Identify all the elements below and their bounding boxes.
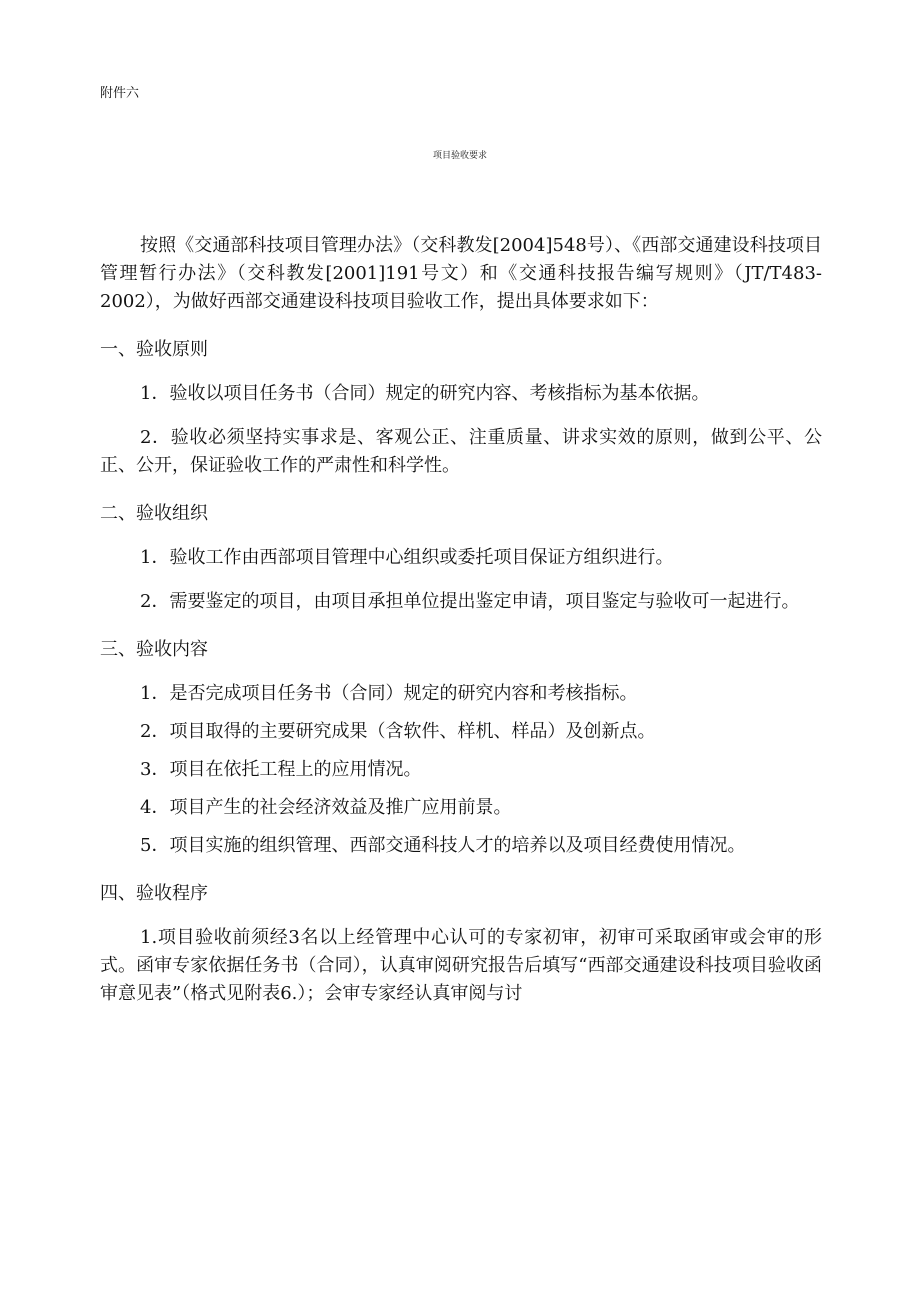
attachment-label: 附件六: [100, 86, 140, 101]
section-heading: 四、验收程序: [100, 883, 208, 904]
section-heading: 二、验收组织: [100, 503, 208, 524]
section-heading: 三、验收内容: [100, 639, 208, 660]
list-item: 1.项目验收前须经3名以上经管理中心认可的专家初审，初审可采取函审或会审的形式。函审专家依据任务书（合同），认真审阅研究报告后填写“西部交通建设科技项目验收函审意见表”（格式见附表6.）；会审专家经认真审阅与讨: [100, 927, 822, 1004]
list-item: 1．验收工作由西部项目管理中心组织或委托项目保证方组织进行。: [140, 547, 674, 568]
list-item: 5．项目实施的组织管理、西部交通科技人才的培养以及项目经费使用情况。: [140, 835, 746, 856]
list-item: 1．是否完成项目任务书（合同）规定的研究内容和考核指标。: [140, 683, 638, 704]
list-item: 1．验收以项目任务书（合同）规定的研究内容、考核指标为基本依据。: [140, 383, 710, 404]
list-item: 2．验收必须坚持实事求是、客观公正、注重质量、讲求实效的原则，做到公平、公正、公开，保证验收工作的严肃性和科学性。: [100, 427, 822, 476]
list-item: 2．需要鉴定的项目，由项目承担单位提出鉴定申请，项目鉴定与验收可一起进行。: [140, 591, 800, 612]
document-body: [100, 232, 822, 1008]
section-heading: 一、验收原则: [100, 339, 208, 360]
list-item: 4．项目产生的社会经济效益及推广应用前景。: [140, 797, 512, 818]
list-item: 2．项目取得的主要研究成果（含软件、样机、样品）及创新点。: [140, 721, 656, 742]
intro-paragraph: 按照《交通部科技项目管理办法》（交科教发[2004]548号）、《西部交通建设科技项目管理暂行办法》（交科教发[2001]191号文）和《交通科技报告编写规则》（JT/T483-2002），为做好西部交通建设科技项目验收工作，提出具体要求如下：: [100, 235, 822, 312]
document-title: 项目验收要求: [432, 151, 487, 161]
list-item: 3．项目在依托工程上的应用情况。: [140, 759, 422, 780]
